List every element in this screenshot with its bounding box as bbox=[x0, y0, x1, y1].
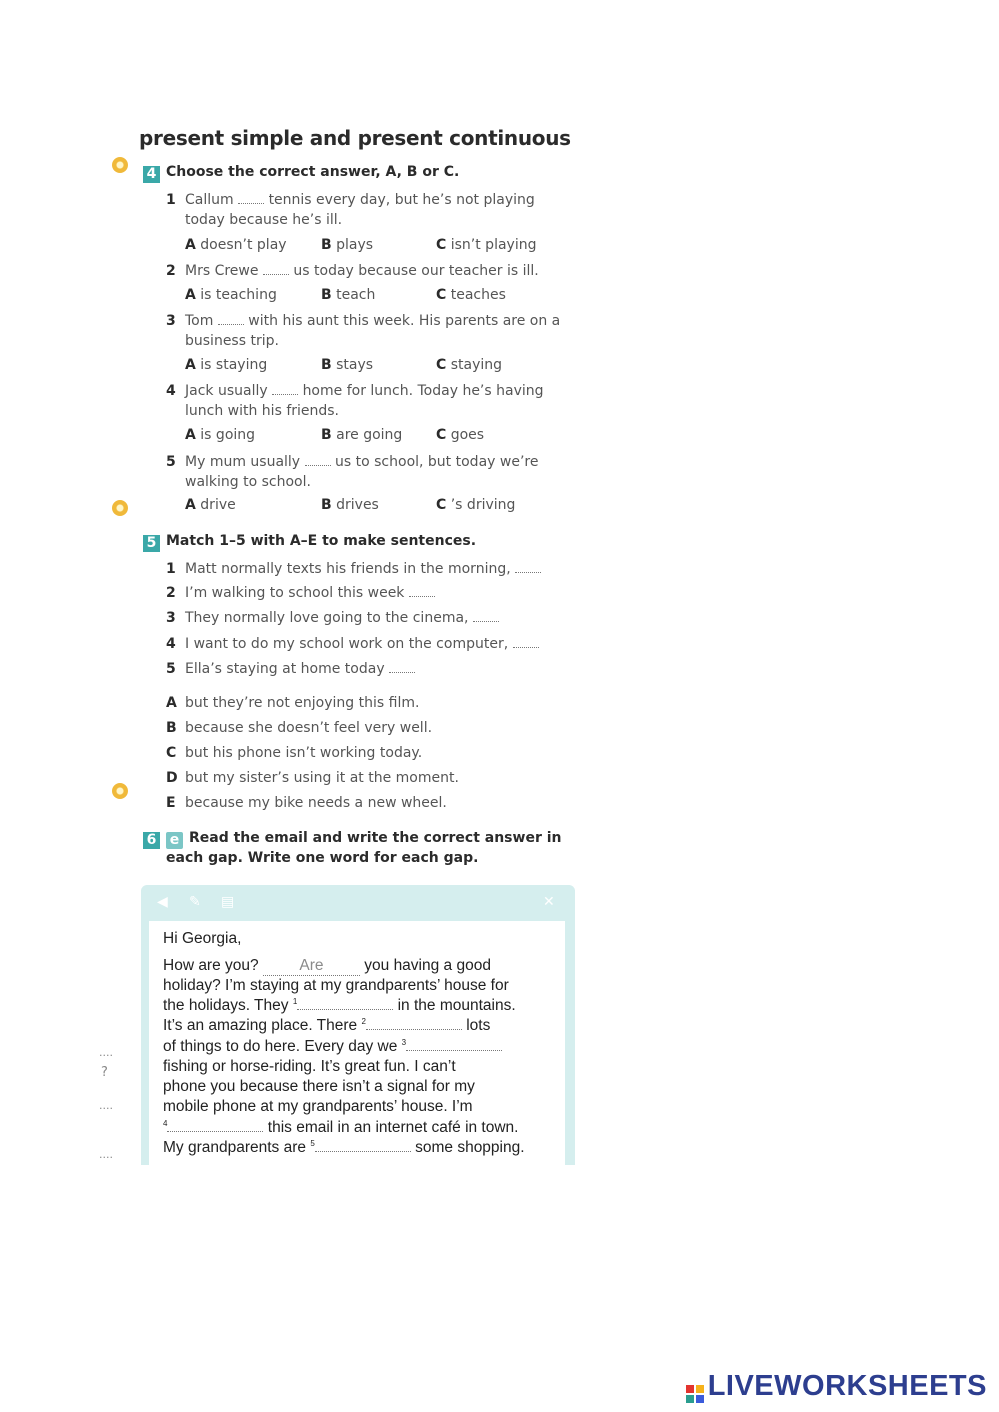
answer-gap[interactable] bbox=[238, 203, 264, 204]
ending-item: E because my bike needs a new wheel. bbox=[166, 795, 447, 811]
star-icon bbox=[112, 783, 128, 799]
list-item: 1 Matt normally texts his friends in the morning, bbox=[166, 561, 541, 577]
star-icon bbox=[112, 500, 128, 516]
answer-gap-2[interactable] bbox=[366, 1029, 462, 1030]
answer-gap-1[interactable] bbox=[297, 1009, 393, 1010]
answer-gap[interactable] bbox=[513, 647, 539, 648]
options-1: A doesn’t play bbox=[185, 237, 287, 253]
ending-item: D but my sister’s using it at the moment. bbox=[166, 770, 459, 786]
answer-gap[interactable] bbox=[218, 324, 244, 325]
exercise-5-heading: 5 Match 1–5 with A–E to make sentences. bbox=[143, 533, 476, 552]
exercise-number: 6 bbox=[143, 832, 160, 849]
message-icon[interactable]: ▤ bbox=[221, 894, 235, 910]
answer-gap[interactable] bbox=[515, 572, 541, 573]
exercise-number: 5 bbox=[143, 535, 160, 552]
answer-gap[interactable] bbox=[305, 465, 331, 466]
list-item: 4 I want to do my school work on the computer, bbox=[166, 636, 539, 652]
ending-item: A but they’re not enjoying this film. bbox=[166, 695, 420, 711]
email-greeting: Hi Georgia, bbox=[163, 930, 242, 947]
liveworksheets-logo-icon bbox=[686, 1385, 704, 1403]
answer-gap-4[interactable] bbox=[167, 1131, 263, 1132]
answer-gap[interactable] bbox=[272, 394, 298, 395]
exercise-6-heading: 6 e Read the email and write the correct answer in bbox=[143, 830, 562, 849]
close-icon[interactable]: ✕ bbox=[543, 894, 555, 910]
question-1: 1 Callum tennis every day, but he’s not playing today because he’s ill. bbox=[166, 192, 535, 228]
edit-icon[interactable]: ✎ bbox=[189, 894, 201, 910]
list-item: 2 I’m walking to school this week bbox=[166, 585, 435, 601]
brand-logo: LIVEWORKSHEETS bbox=[686, 1370, 987, 1403]
list-item: 5 Ella’s staying at home today bbox=[166, 661, 415, 677]
answer-gap-3[interactable] bbox=[406, 1050, 502, 1051]
online-badge-icon: e bbox=[166, 832, 183, 849]
exercise-4-heading: 4 Choose the correct answer, A, B or C. bbox=[143, 164, 459, 183]
side-mark: .... bbox=[99, 1046, 113, 1059]
side-mark: .... bbox=[99, 1148, 113, 1161]
star-icon bbox=[112, 157, 128, 173]
question-4: 4 Jack usually home for lunch. Today he’s having lunch with his friends. bbox=[166, 383, 544, 419]
question-3: 3 Tom with his aunt this week. His parents are on a business trip. bbox=[166, 313, 561, 349]
email-toolbar bbox=[141, 885, 575, 919]
answer-gap[interactable] bbox=[263, 274, 289, 275]
answer-gap[interactable] bbox=[409, 596, 435, 597]
reply-icon[interactable]: ◀ bbox=[157, 894, 168, 910]
list-item: 3 They normally love going to the cinema, bbox=[166, 610, 499, 626]
exercise-number: 4 bbox=[143, 166, 160, 183]
answer-gap-5[interactable] bbox=[315, 1151, 411, 1152]
side-mark: .... bbox=[99, 1099, 113, 1112]
page-title: present simple and present continuous bbox=[139, 126, 571, 150]
ending-item: B because she doesn’t feel very well. bbox=[166, 720, 433, 736]
example-gap: Are bbox=[263, 957, 360, 976]
answer-gap[interactable] bbox=[473, 621, 499, 622]
question-2: 2 Mrs Crewe us today because our teacher is ill. bbox=[166, 263, 539, 279]
answer-gap[interactable] bbox=[389, 672, 415, 673]
ending-item: C but his phone isn’t working today. bbox=[166, 745, 423, 761]
side-mark: ? bbox=[101, 1065, 108, 1080]
question-5: 5 My mum usually us to school, but today we’re walking to school. bbox=[166, 454, 539, 490]
